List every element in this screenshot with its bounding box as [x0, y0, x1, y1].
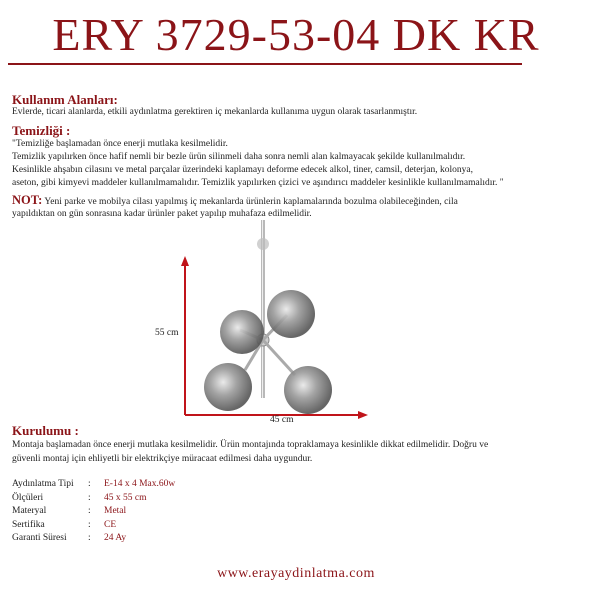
spec-key: Materyal: [12, 506, 47, 516]
globe-upper-left: [220, 310, 264, 354]
spec-colon: :: [88, 506, 91, 516]
installation-line-2: güvenli montaj için ehliyetli bir elektrikçiye müracaat edilmesi daha uygundur.: [12, 454, 313, 464]
title-underline: [8, 63, 522, 65]
chandelier-illustration: [150, 220, 390, 420]
installation-heading: Kurulumu :: [12, 423, 79, 438]
height-arrow: [181, 256, 189, 415]
note-line-2: yapıldıktan on gün sonrasına kadar ürünler paket yapılıp muhafaza edilmelidir.: [12, 209, 312, 219]
website-link[interactable]: www.erayaydinlatma.com: [217, 566, 375, 581]
spec-colon: :: [88, 519, 91, 530]
cleaning-heading: Temizliği :: [12, 123, 71, 138]
spec-colon: :: [88, 492, 91, 503]
note-text-1: Yeni parke ve mobilya cilası yapılmış iç mekanlarda ürünlerin kaplamalarında bozulma olabileceğinden, cila: [42, 197, 458, 207]
spec-row: [12, 519, 175, 533]
globe-lower-right: [284, 366, 332, 414]
spec-value: 24 Ay: [104, 533, 127, 543]
height-dimension: 55 cm: [155, 328, 179, 338]
width-dimension: 45 cm: [270, 415, 294, 425]
cleaning-line-2: Temizlik yapılırken önce hafif nemli bir bezle ürün silinmeli daha sonra nemli alan kalmayacak şekilde kullanılmalıdır.: [12, 152, 466, 162]
cleaning-line-4: aseton, gibi kimyevi maddeler kullanılmamalıdır. Temizlik yapılırken çizici ve aşındırıcı maddeler kesinlikle kullanılmamalıdır. ": [12, 178, 504, 188]
note-label: NOT:: [12, 193, 43, 207]
spec-value: E-14 x 4 Max.60w: [104, 479, 176, 489]
cleaning-line-3: Kesinlikle ahşabın cilasını ve metal parçalar üzerindeki kaplamayı deforme edecek alkol, tiner, camsil, deterjan, kolonya,: [12, 165, 473, 175]
spec-key: Ölçüleri: [12, 492, 44, 503]
spec-row: [12, 492, 175, 506]
usage-text: Evlerde, ticari alanlarda, etkili aydınlatma gerektiren iç mekanlarda kullanıma uygun olarak tasarlanmıştır.: [12, 107, 418, 117]
spec-key: Garanti Süresi: [12, 533, 67, 543]
spec-row: [12, 532, 175, 546]
spec-colon: :: [88, 479, 91, 489]
spec-value: 45 x 55 cm: [104, 492, 147, 503]
spec-value: Metal: [104, 506, 127, 516]
installation-line-1: Montaja başlamadan önce enerji mutlaka kesilmelidir. Ürün montajında topraklamaya kesinlikle dikkat edilmelidir. Doğru ve: [12, 440, 489, 450]
usage-heading: Kullanım Alanları:: [12, 92, 118, 107]
product-title: ERY 3729-53-04 DK KR: [52, 9, 540, 60]
spec-row: [12, 478, 175, 492]
spec-key: Sertifika: [12, 519, 45, 530]
spec-table: [12, 478, 175, 546]
spec-key: Aydınlatma Tipi: [12, 479, 74, 489]
note-line-1: [12, 194, 458, 208]
spec-row: [12, 505, 175, 519]
cleaning-line-1: "Temizliğe başlamadan önce enerji mutlaka kesilmelidir.: [12, 139, 228, 149]
globe-upper-right: [267, 290, 315, 338]
spec-colon: :: [88, 533, 91, 543]
spec-value: CE: [104, 519, 117, 530]
globe-lower-left: [204, 363, 252, 411]
